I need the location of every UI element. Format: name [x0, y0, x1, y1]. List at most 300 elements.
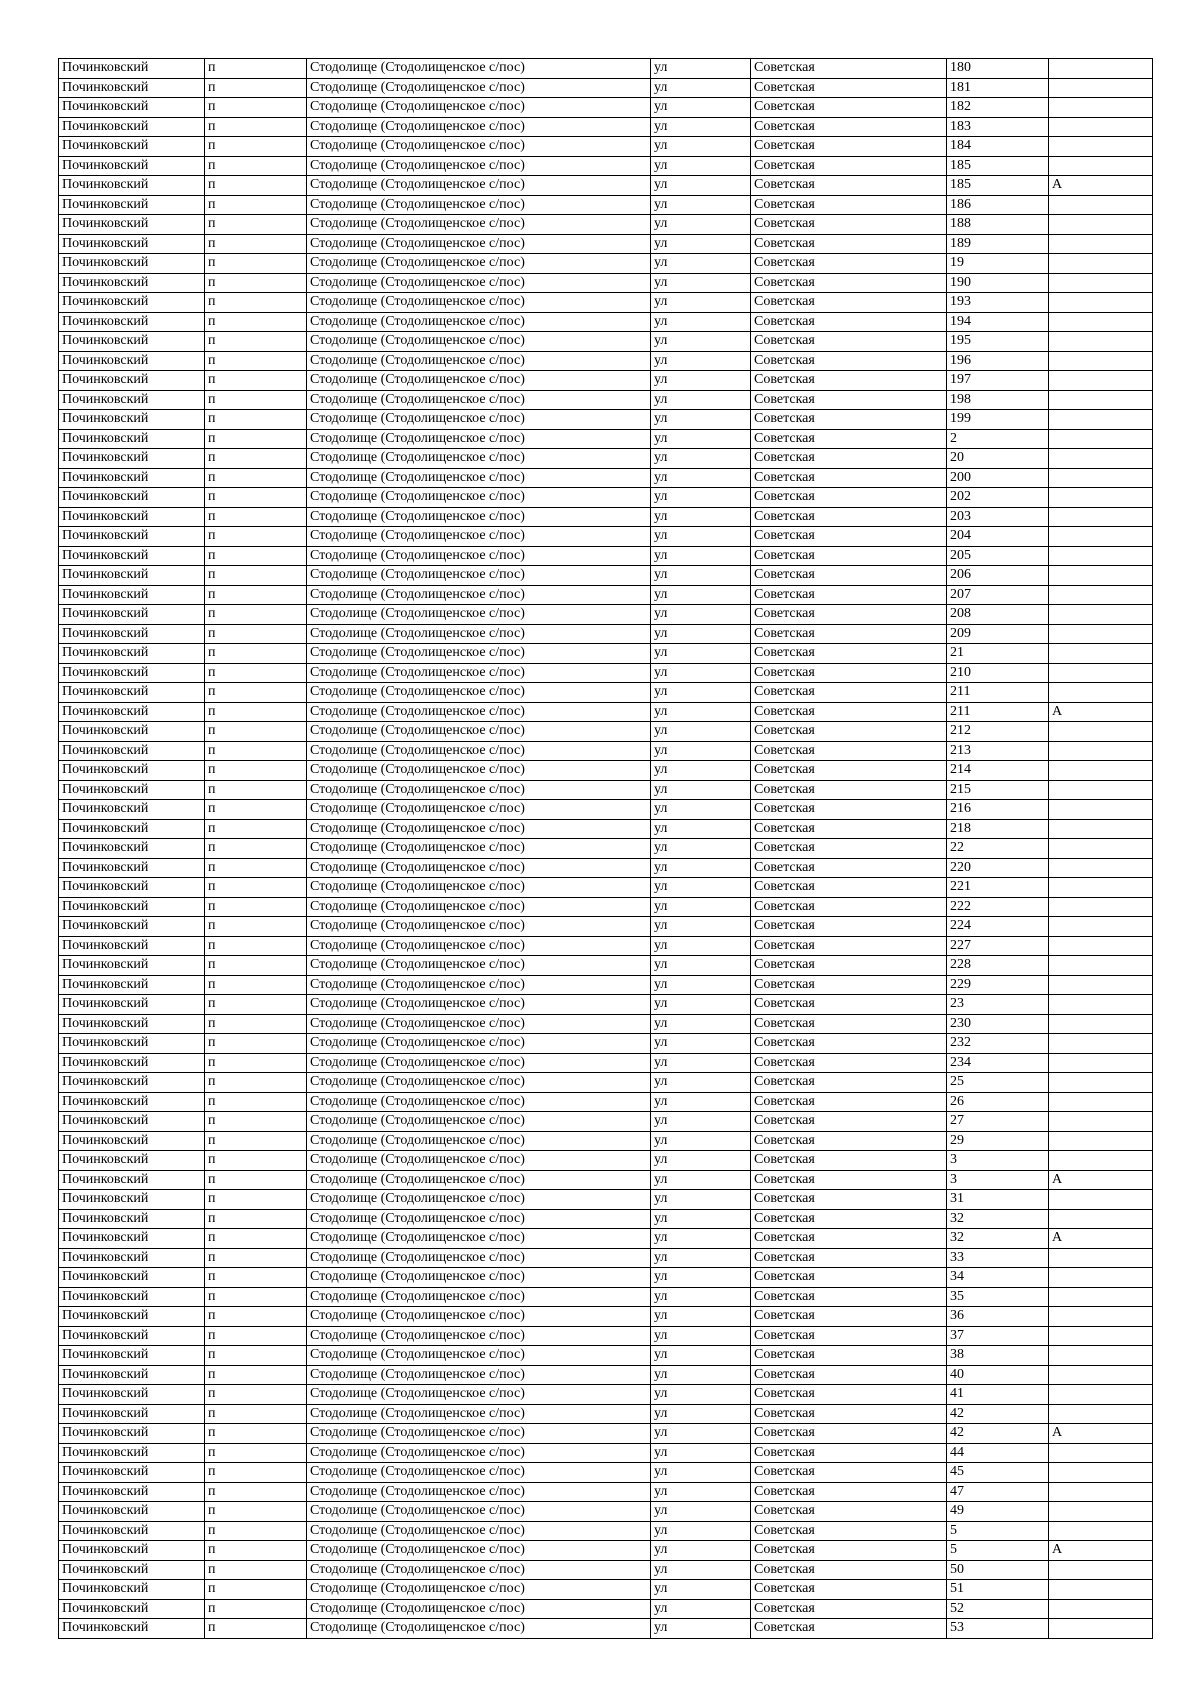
- street-type-cell: ул: [651, 332, 751, 352]
- district-cell: Починковский: [59, 1248, 205, 1268]
- street-type-cell: ул: [651, 273, 751, 293]
- house-number-cell: 31: [947, 1190, 1049, 1210]
- settlement-type-cell: п: [205, 722, 307, 742]
- house-number-cell: 34: [947, 1268, 1049, 1288]
- building-letter-cell: [1049, 234, 1153, 254]
- table-row: [59, 215, 1153, 235]
- street-cell: Советская: [751, 624, 947, 644]
- district-cell: Починковский: [59, 1151, 205, 1171]
- house-number-cell: 36: [947, 1307, 1049, 1327]
- settlement-type-cell: п: [205, 1346, 307, 1366]
- district-cell: Починковский: [59, 605, 205, 625]
- table-row: [59, 1151, 1153, 1171]
- table-row: [59, 468, 1153, 488]
- district-cell: Починковский: [59, 390, 205, 410]
- house-number-cell: 211: [947, 702, 1049, 722]
- settlement-cell: Стодолище (Стодолищенское с/пос): [307, 507, 651, 527]
- settlement-cell: Стодолище (Стодолищенское с/пос): [307, 1404, 651, 1424]
- street-cell: Советская: [751, 215, 947, 235]
- settlement-type-cell: п: [205, 429, 307, 449]
- building-letter-cell: [1049, 1073, 1153, 1093]
- street-type-cell: ул: [651, 878, 751, 898]
- building-letter-cell: [1049, 410, 1153, 430]
- building-letter-cell: [1049, 878, 1153, 898]
- street-cell: Советская: [751, 1014, 947, 1034]
- street-cell: Советская: [751, 1151, 947, 1171]
- street-cell: Советская: [751, 527, 947, 547]
- table-row: [59, 956, 1153, 976]
- settlement-type-cell: п: [205, 975, 307, 995]
- building-letter-cell: [1049, 312, 1153, 332]
- district-cell: Починковский: [59, 644, 205, 664]
- settlement-type-cell: п: [205, 585, 307, 605]
- table-row: [59, 156, 1153, 176]
- table-row: [59, 741, 1153, 761]
- house-number-cell: 222: [947, 897, 1049, 917]
- street-type-cell: ул: [651, 1034, 751, 1054]
- settlement-type-cell: п: [205, 59, 307, 79]
- settlement-type-cell: п: [205, 1619, 307, 1639]
- street-cell: Советская: [751, 312, 947, 332]
- table-row: [59, 936, 1153, 956]
- street-cell: Советская: [751, 1307, 947, 1327]
- building-letter-cell: [1049, 995, 1153, 1015]
- district-cell: Починковский: [59, 273, 205, 293]
- street-cell: Советская: [751, 1385, 947, 1405]
- settlement-cell: Стодолище (Стодолищенское с/пос): [307, 1521, 651, 1541]
- street-cell: Советская: [751, 1287, 947, 1307]
- district-cell: Починковский: [59, 1502, 205, 1522]
- settlement-type-cell: п: [205, 273, 307, 293]
- district-cell: Починковский: [59, 897, 205, 917]
- settlement-type-cell: п: [205, 156, 307, 176]
- district-cell: Починковский: [59, 410, 205, 430]
- district-cell: Починковский: [59, 1404, 205, 1424]
- building-letter-cell: [1049, 1463, 1153, 1483]
- settlement-type-cell: п: [205, 215, 307, 235]
- house-number-cell: 23: [947, 995, 1049, 1015]
- district-cell: Починковский: [59, 975, 205, 995]
- house-number-cell: 50: [947, 1560, 1049, 1580]
- street-type-cell: ул: [651, 683, 751, 703]
- house-number-cell: 3: [947, 1170, 1049, 1190]
- street-cell: Советская: [751, 1443, 947, 1463]
- street-cell: Советская: [751, 1131, 947, 1151]
- street-type-cell: ул: [651, 800, 751, 820]
- street-type-cell: ул: [651, 312, 751, 332]
- street-cell: Советская: [751, 1268, 947, 1288]
- building-letter-cell: [1049, 98, 1153, 118]
- building-letter-cell: [1049, 1248, 1153, 1268]
- street-cell: Советская: [751, 683, 947, 703]
- building-letter-cell: [1049, 1365, 1153, 1385]
- street-type-cell: ул: [651, 839, 751, 859]
- building-letter-cell: [1049, 1404, 1153, 1424]
- table-row: [59, 800, 1153, 820]
- house-number-cell: 224: [947, 917, 1049, 937]
- house-number-cell: 204: [947, 527, 1049, 547]
- table-row: [59, 1385, 1153, 1405]
- table-row: [59, 663, 1153, 683]
- settlement-cell: Стодолище (Стодолищенское с/пос): [307, 156, 651, 176]
- district-cell: Починковский: [59, 1326, 205, 1346]
- street-cell: Советская: [751, 605, 947, 625]
- building-letter-cell: А: [1049, 1541, 1153, 1561]
- building-letter-cell: [1049, 215, 1153, 235]
- house-number-cell: 183: [947, 117, 1049, 137]
- building-letter-cell: [1049, 819, 1153, 839]
- street-type-cell: ул: [651, 390, 751, 410]
- settlement-type-cell: п: [205, 488, 307, 508]
- district-cell: Починковский: [59, 741, 205, 761]
- district-cell: Починковский: [59, 1053, 205, 1073]
- settlement-type-cell: п: [205, 741, 307, 761]
- building-letter-cell: [1049, 1190, 1153, 1210]
- settlement-type-cell: п: [205, 1092, 307, 1112]
- house-number-cell: 45: [947, 1463, 1049, 1483]
- table-row: [59, 59, 1153, 79]
- district-cell: Починковский: [59, 1580, 205, 1600]
- settlement-cell: Стодолище (Стодолищенское с/пос): [307, 780, 651, 800]
- street-type-cell: ул: [651, 1599, 751, 1619]
- street-cell: Советская: [751, 1365, 947, 1385]
- district-cell: Починковский: [59, 878, 205, 898]
- house-number-cell: 5: [947, 1521, 1049, 1541]
- street-type-cell: ул: [651, 78, 751, 98]
- building-letter-cell: А: [1049, 1170, 1153, 1190]
- table-row: [59, 683, 1153, 703]
- table-row: [59, 858, 1153, 878]
- building-letter-cell: [1049, 1151, 1153, 1171]
- table-row: [59, 98, 1153, 118]
- district-cell: Починковский: [59, 254, 205, 274]
- district-cell: Починковский: [59, 663, 205, 683]
- building-letter-cell: [1049, 1034, 1153, 1054]
- table-row: [59, 1014, 1153, 1034]
- settlement-cell: Стодолище (Стодолищенское с/пос): [307, 312, 651, 332]
- table-row: [59, 1209, 1153, 1229]
- street-type-cell: ул: [651, 1541, 751, 1561]
- settlement-type-cell: п: [205, 98, 307, 118]
- table-row: [59, 1073, 1153, 1093]
- street-type-cell: ул: [651, 351, 751, 371]
- district-cell: Починковский: [59, 507, 205, 527]
- settlement-type-cell: п: [205, 1229, 307, 1249]
- district-cell: Починковский: [59, 59, 205, 79]
- street-cell: Советская: [751, 1073, 947, 1093]
- district-cell: Починковский: [59, 1092, 205, 1112]
- table-row: [59, 566, 1153, 586]
- settlement-cell: Стодолище (Стодолищенское с/пос): [307, 1092, 651, 1112]
- street-type-cell: ул: [651, 507, 751, 527]
- district-cell: Починковский: [59, 156, 205, 176]
- table-row: [59, 1502, 1153, 1522]
- street-cell: Советская: [751, 156, 947, 176]
- street-cell: Советская: [751, 273, 947, 293]
- settlement-cell: Стодолище (Стодолищенское с/пос): [307, 371, 651, 391]
- district-cell: Починковский: [59, 1209, 205, 1229]
- building-letter-cell: [1049, 1014, 1153, 1034]
- table-row: [59, 176, 1153, 196]
- house-number-cell: 44: [947, 1443, 1049, 1463]
- street-type-cell: ул: [651, 917, 751, 937]
- settlement-cell: Стодолище (Стодолищенское с/пос): [307, 858, 651, 878]
- settlement-cell: Стодолище (Стодолищенское с/пос): [307, 1502, 651, 1522]
- settlement-type-cell: п: [205, 332, 307, 352]
- table-row: [59, 1112, 1153, 1132]
- street-type-cell: ул: [651, 1424, 751, 1444]
- house-number-cell: 202: [947, 488, 1049, 508]
- settlement-cell: Стодолище (Стодолищенское с/пос): [307, 936, 651, 956]
- street-cell: Советская: [751, 761, 947, 781]
- settlement-type-cell: п: [205, 312, 307, 332]
- house-number-cell: 211: [947, 683, 1049, 703]
- table-row: [59, 1346, 1153, 1366]
- street-type-cell: ул: [651, 1248, 751, 1268]
- district-cell: Починковский: [59, 468, 205, 488]
- street-type-cell: ул: [651, 585, 751, 605]
- street-cell: Советская: [751, 819, 947, 839]
- house-number-cell: 29: [947, 1131, 1049, 1151]
- district-cell: Починковский: [59, 449, 205, 469]
- settlement-cell: Стодолище (Стодолищенское с/пос): [307, 215, 651, 235]
- district-cell: Починковский: [59, 819, 205, 839]
- building-letter-cell: [1049, 644, 1153, 664]
- house-number-cell: 3: [947, 1151, 1049, 1171]
- table-row: [59, 234, 1153, 254]
- settlement-type-cell: п: [205, 176, 307, 196]
- house-number-cell: 229: [947, 975, 1049, 995]
- settlement-cell: Стодолище (Стодолищенское с/пос): [307, 683, 651, 703]
- building-letter-cell: А: [1049, 702, 1153, 722]
- settlement-cell: Стодолище (Стодолищенское с/пос): [307, 390, 651, 410]
- street-cell: Советская: [751, 410, 947, 430]
- house-number-cell: 52: [947, 1599, 1049, 1619]
- district-cell: Починковский: [59, 332, 205, 352]
- street-type-cell: ул: [651, 936, 751, 956]
- house-number-cell: 197: [947, 371, 1049, 391]
- settlement-type-cell: п: [205, 878, 307, 898]
- table-row: [59, 1034, 1153, 1054]
- settlement-type-cell: п: [205, 1463, 307, 1483]
- building-letter-cell: [1049, 1385, 1153, 1405]
- street-cell: Советская: [751, 488, 947, 508]
- district-cell: Починковский: [59, 995, 205, 1015]
- building-letter-cell: [1049, 917, 1153, 937]
- street-cell: Советская: [751, 722, 947, 742]
- table-row: [59, 273, 1153, 293]
- settlement-cell: Стодолище (Стодолищенское с/пос): [307, 1365, 651, 1385]
- settlement-type-cell: п: [205, 1385, 307, 1405]
- settlement-type-cell: п: [205, 117, 307, 137]
- settlement-type-cell: п: [205, 956, 307, 976]
- district-cell: Починковский: [59, 585, 205, 605]
- house-number-cell: 42: [947, 1424, 1049, 1444]
- district-cell: Починковский: [59, 1599, 205, 1619]
- building-letter-cell: [1049, 1502, 1153, 1522]
- street-cell: Советская: [751, 1560, 947, 1580]
- table-row: [59, 644, 1153, 664]
- settlement-cell: Стодолище (Стодолищенское с/пос): [307, 1424, 651, 1444]
- house-number-cell: 221: [947, 878, 1049, 898]
- street-type-cell: ул: [651, 215, 751, 235]
- building-letter-cell: [1049, 624, 1153, 644]
- building-letter-cell: [1049, 1619, 1153, 1639]
- settlement-type-cell: п: [205, 1541, 307, 1561]
- settlement-type-cell: п: [205, 1482, 307, 1502]
- settlement-cell: Стодолище (Стодолищенское с/пос): [307, 1599, 651, 1619]
- table-row: [59, 897, 1153, 917]
- street-cell: Советская: [751, 546, 947, 566]
- settlement-type-cell: п: [205, 1073, 307, 1093]
- house-number-cell: 19: [947, 254, 1049, 274]
- street-type-cell: ул: [651, 702, 751, 722]
- house-number-cell: 186: [947, 195, 1049, 215]
- settlement-type-cell: п: [205, 800, 307, 820]
- settlement-type-cell: п: [205, 936, 307, 956]
- district-cell: Починковский: [59, 1560, 205, 1580]
- table-row: [59, 1482, 1153, 1502]
- building-letter-cell: [1049, 741, 1153, 761]
- district-cell: Починковский: [59, 1619, 205, 1639]
- settlement-cell: Стодолище (Стодолищенское с/пос): [307, 351, 651, 371]
- settlement-type-cell: п: [205, 195, 307, 215]
- district-cell: Починковский: [59, 566, 205, 586]
- district-cell: Починковский: [59, 702, 205, 722]
- table-row: [59, 839, 1153, 859]
- table-row: [59, 1463, 1153, 1483]
- district-cell: Починковский: [59, 1034, 205, 1054]
- street-type-cell: ул: [651, 1014, 751, 1034]
- settlement-cell: Стодолище (Стодолищенское с/пос): [307, 1034, 651, 1054]
- settlement-type-cell: п: [205, 1599, 307, 1619]
- district-cell: Починковский: [59, 624, 205, 644]
- district-cell: Починковский: [59, 800, 205, 820]
- building-letter-cell: А: [1049, 1424, 1153, 1444]
- table-row: [59, 975, 1153, 995]
- building-letter-cell: [1049, 975, 1153, 995]
- building-letter-cell: [1049, 1560, 1153, 1580]
- table-row: [59, 312, 1153, 332]
- settlement-cell: Стодолище (Стодолищенское с/пос): [307, 293, 651, 313]
- settlement-cell: Стодолище (Стодолищенское с/пос): [307, 176, 651, 196]
- table-row: [59, 488, 1153, 508]
- settlement-type-cell: п: [205, 897, 307, 917]
- settlement-cell: Стодолище (Стодолищенское с/пос): [307, 254, 651, 274]
- building-letter-cell: [1049, 351, 1153, 371]
- settlement-type-cell: п: [205, 683, 307, 703]
- settlement-type-cell: п: [205, 1170, 307, 1190]
- street-type-cell: ул: [651, 410, 751, 430]
- building-letter-cell: [1049, 936, 1153, 956]
- house-number-cell: 180: [947, 59, 1049, 79]
- street-cell: Советская: [751, 254, 947, 274]
- district-cell: Починковский: [59, 1112, 205, 1132]
- district-cell: Починковский: [59, 527, 205, 547]
- street-type-cell: ул: [651, 741, 751, 761]
- settlement-type-cell: п: [205, 1190, 307, 1210]
- settlement-type-cell: п: [205, 1502, 307, 1522]
- building-letter-cell: [1049, 1443, 1153, 1463]
- district-cell: Починковский: [59, 98, 205, 118]
- district-cell: Починковский: [59, 761, 205, 781]
- table-row: [59, 1521, 1153, 1541]
- street-cell: Советская: [751, 995, 947, 1015]
- table-row: [59, 546, 1153, 566]
- street-type-cell: ул: [651, 98, 751, 118]
- street-type-cell: ул: [651, 1560, 751, 1580]
- table-row: [59, 351, 1153, 371]
- street-cell: Советская: [751, 566, 947, 586]
- street-type-cell: ул: [651, 1404, 751, 1424]
- district-cell: Починковский: [59, 1073, 205, 1093]
- table-row: [59, 1287, 1153, 1307]
- street-type-cell: ул: [651, 995, 751, 1015]
- street-type-cell: ул: [651, 1092, 751, 1112]
- settlement-cell: Стодолище (Стодолищенское с/пос): [307, 566, 651, 586]
- house-number-cell: 47: [947, 1482, 1049, 1502]
- district-cell: Починковский: [59, 683, 205, 703]
- house-number-cell: 26: [947, 1092, 1049, 1112]
- street-type-cell: ул: [651, 527, 751, 547]
- settlement-type-cell: п: [205, 351, 307, 371]
- street-type-cell: ул: [651, 956, 751, 976]
- table-row: [59, 1443, 1153, 1463]
- settlement-type-cell: п: [205, 78, 307, 98]
- house-number-cell: 210: [947, 663, 1049, 683]
- street-type-cell: ул: [651, 468, 751, 488]
- house-number-cell: 230: [947, 1014, 1049, 1034]
- street-cell: Советская: [751, 839, 947, 859]
- building-letter-cell: [1049, 585, 1153, 605]
- house-number-cell: 208: [947, 605, 1049, 625]
- street-type-cell: ул: [651, 663, 751, 683]
- settlement-cell: Стодолище (Стодолищенское с/пос): [307, 59, 651, 79]
- street-cell: Советская: [751, 429, 947, 449]
- settlement-cell: Стодолище (Стодолищенское с/пос): [307, 98, 651, 118]
- building-letter-cell: [1049, 722, 1153, 742]
- table-row: [59, 371, 1153, 391]
- table-row: [59, 722, 1153, 742]
- district-cell: Починковский: [59, 215, 205, 235]
- settlement-type-cell: п: [205, 137, 307, 157]
- building-letter-cell: [1049, 293, 1153, 313]
- district-cell: Починковский: [59, 956, 205, 976]
- street-cell: Советская: [751, 351, 947, 371]
- building-letter-cell: [1049, 1307, 1153, 1327]
- street-type-cell: ул: [651, 761, 751, 781]
- house-number-cell: 220: [947, 858, 1049, 878]
- address-table: [58, 58, 1153, 1639]
- district-cell: Починковский: [59, 936, 205, 956]
- building-letter-cell: [1049, 1092, 1153, 1112]
- building-letter-cell: [1049, 527, 1153, 547]
- table-row: [59, 1619, 1153, 1639]
- table-row: [59, 1424, 1153, 1444]
- street-type-cell: ул: [651, 1151, 751, 1171]
- street-type-cell: ул: [651, 1521, 751, 1541]
- street-cell: Советская: [751, 663, 947, 683]
- building-letter-cell: [1049, 156, 1153, 176]
- house-number-cell: 5: [947, 1541, 1049, 1561]
- settlement-cell: Стодолище (Стодолищенское с/пос): [307, 137, 651, 157]
- settlement-type-cell: п: [205, 761, 307, 781]
- house-number-cell: 212: [947, 722, 1049, 742]
- settlement-cell: Стодолище (Стодолищенское с/пос): [307, 1463, 651, 1483]
- house-number-cell: 22: [947, 839, 1049, 859]
- street-type-cell: ул: [651, 1307, 751, 1327]
- district-cell: Починковский: [59, 176, 205, 196]
